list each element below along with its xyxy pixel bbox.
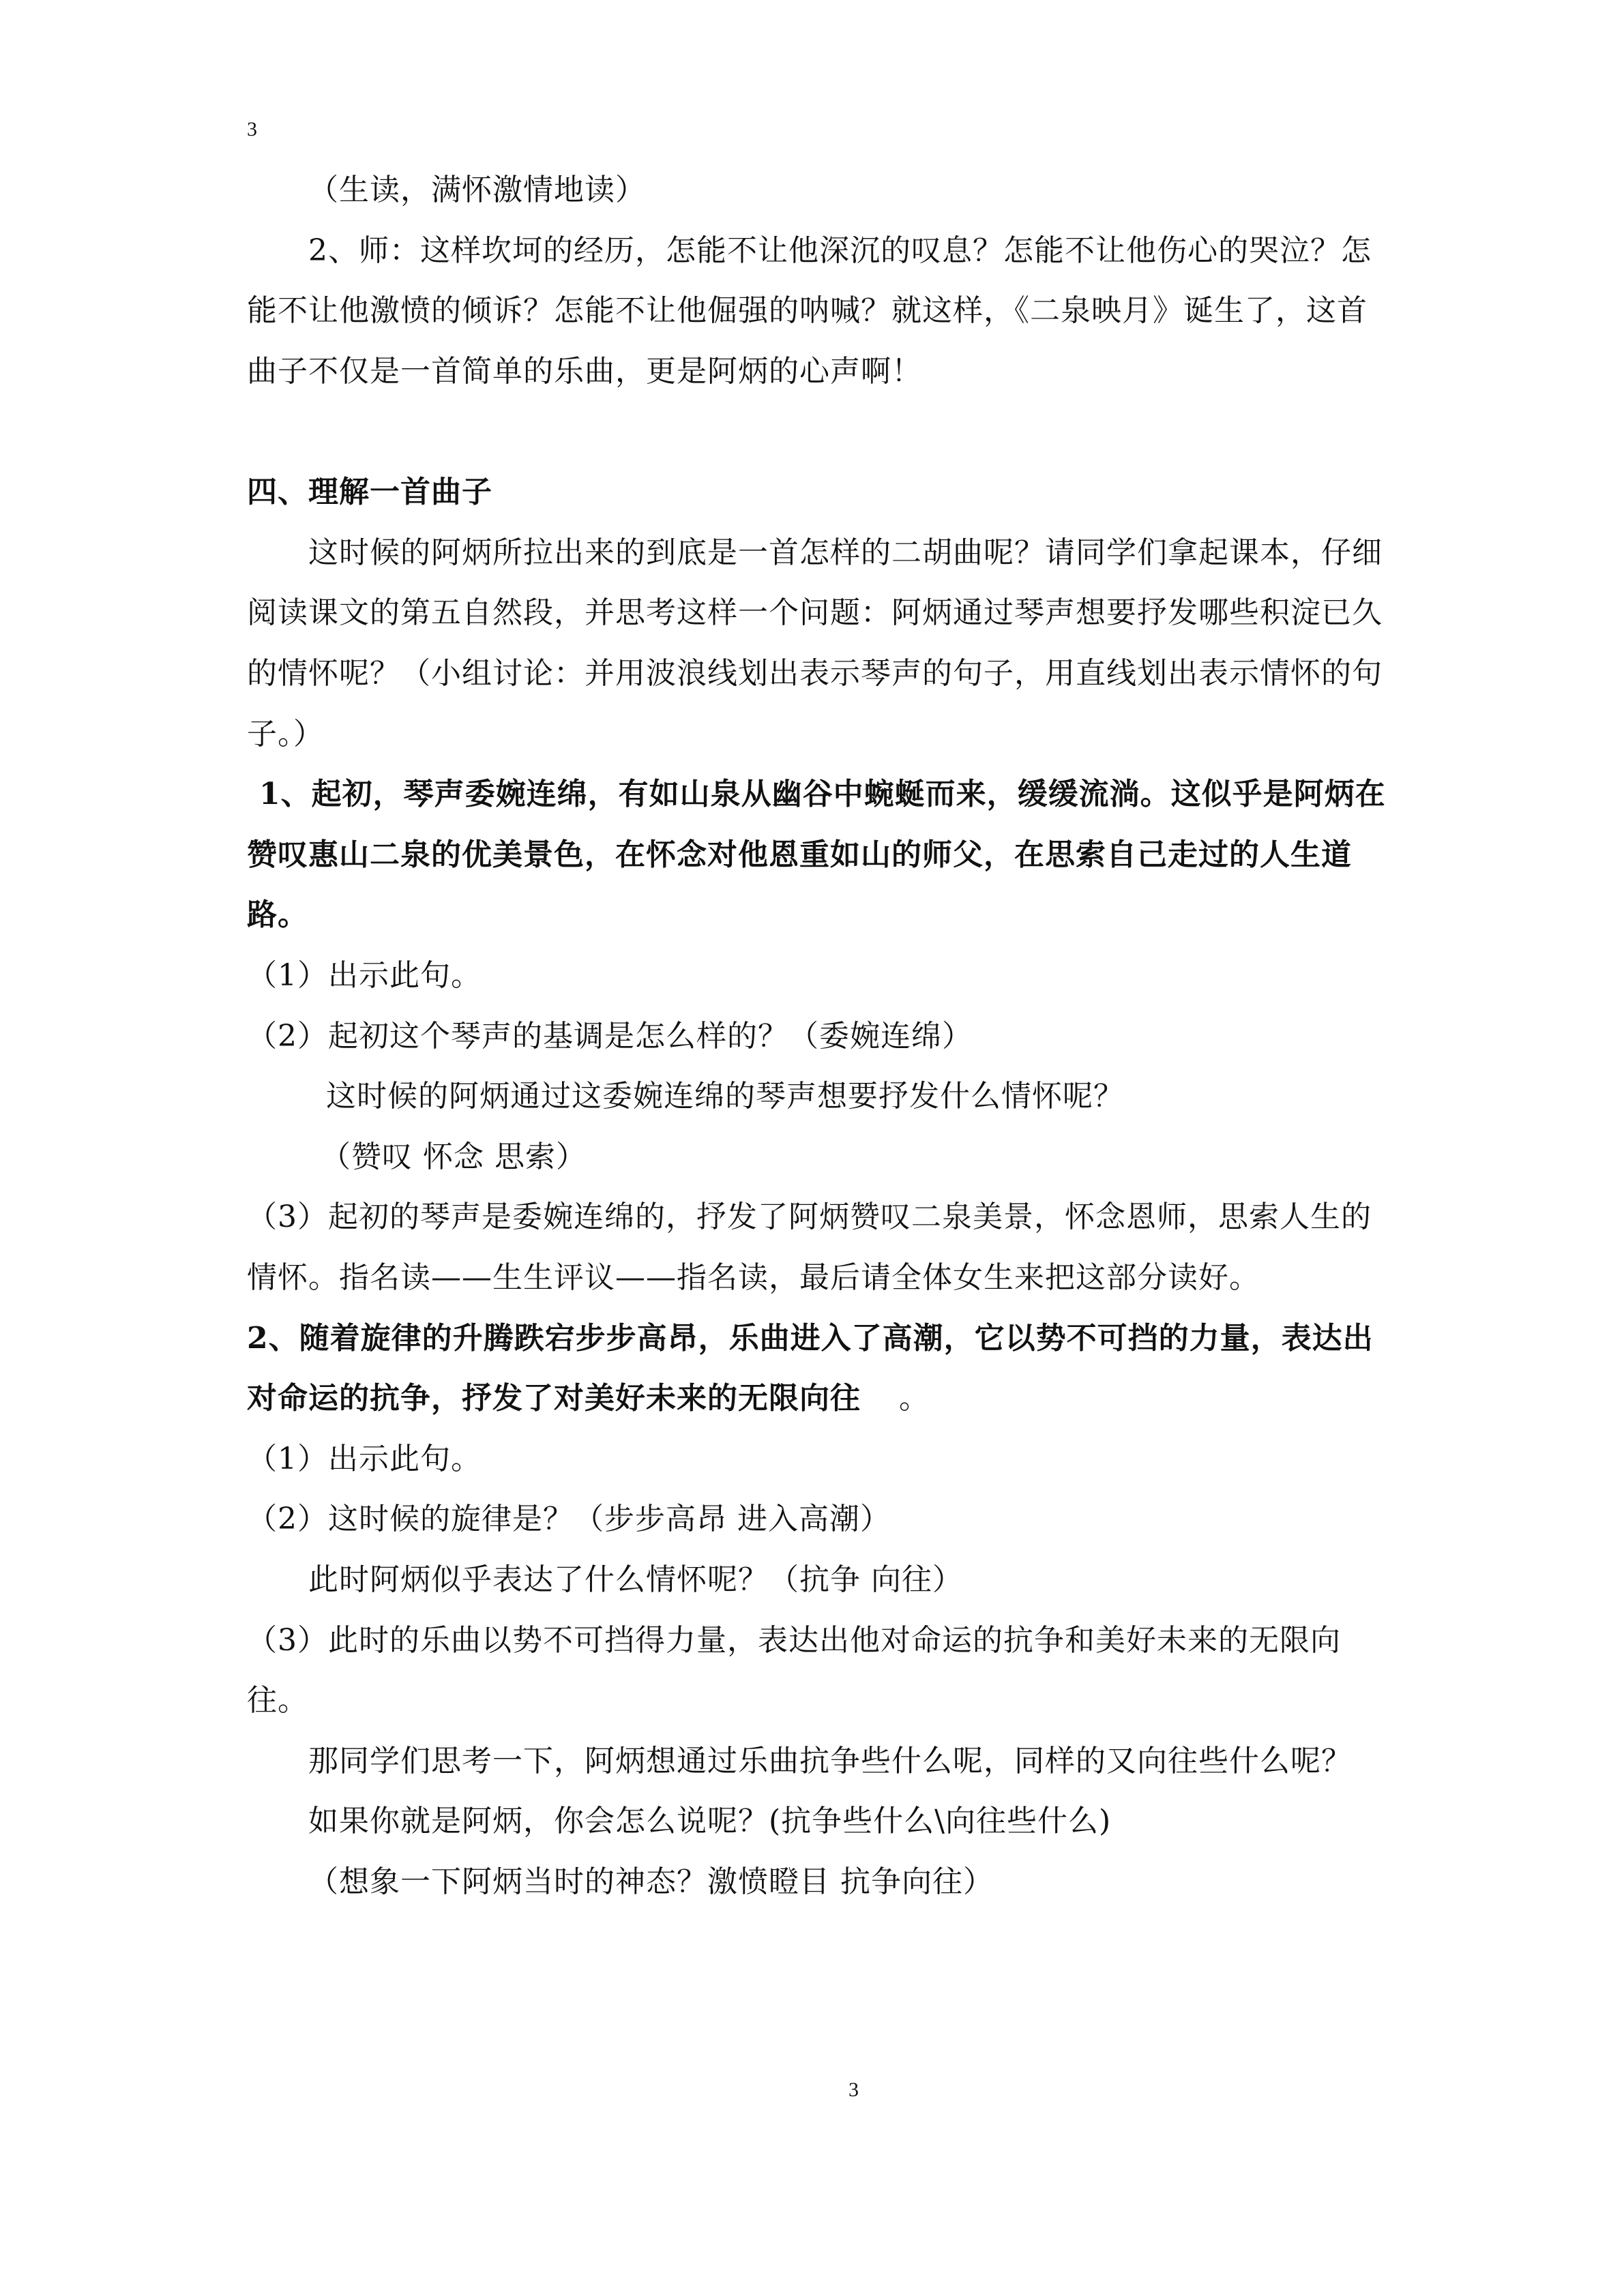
bold-text-line: 赞叹惠山二泉的优美景色，在怀念对他恩重如山的师父，在思索自己走过的人生道 bbox=[247, 837, 1352, 872]
text-line: （3）起初的琴声是委婉连绵的，抒发了阿炳赞叹二泉美景，怀念恩师，思索人生的 bbox=[247, 1199, 1372, 1234]
text-line: （2）起初这个琴声的基调是怎么样的？（委婉连绵） bbox=[247, 1019, 973, 1054]
text-line: 这时候的阿炳所拉出来的到底是一首怎样的二胡曲呢？请同学们拿起课本，仔细 bbox=[308, 535, 1383, 570]
text-line: 子。） bbox=[247, 717, 324, 751]
text-line: 能不让他激愤的倾诉？怎能不让他倔强的呐喊？就这样，《二泉映月》诞生了，这首 bbox=[247, 293, 1368, 328]
text-line: 那同学们思考一下，阿炳想通过乐曲抗争些什么呢，同样的又向往些什么呢？ bbox=[308, 1744, 1352, 1778]
text-line: （1）出示此句。 bbox=[247, 958, 482, 993]
text-line: （1）出示此句。 bbox=[247, 1442, 482, 1476]
text-line: （3）此时的乐曲以势不可挡得力量，表达出他对命运的抗争和美好未来的无限向 bbox=[247, 1623, 1341, 1658]
text-line: 曲子不仅是一首简单的乐曲，更是阿炳的心声啊！ bbox=[247, 354, 922, 389]
bold-text-line: 2、随着旋律的升腾跌宕步步高昂，乐曲进入了高潮，它以势不可挡的力量，表达出 bbox=[247, 1321, 1374, 1356]
text-line: 往。 bbox=[247, 1683, 308, 1718]
text-line: 2、师：这样坎坷的经历，怎能不让他深沉的叹息？怎能不让他伤心的哭泣？怎 bbox=[308, 233, 1372, 268]
section-heading: 四、理解一首曲子 bbox=[247, 475, 492, 509]
text-line: 的情怀呢？（小组讨论：并用波浪线划出表示琴声的句子，用直线划出表示情怀的句 bbox=[247, 656, 1383, 691]
text-line: 。 bbox=[899, 1381, 930, 1416]
text-line: （生读，满怀激情地读） bbox=[308, 173, 646, 207]
text-line: 这时候的阿炳通过这委婉连绵的琴声想要抒发什么情怀呢？ bbox=[326, 1079, 1124, 1114]
bold-text-line: 1、起初，琴声委婉连绵，有如山泉从幽谷中蜿蜒而来，缓缓流淌。这似乎是阿炳在 bbox=[259, 777, 1386, 811]
text-line: （2）这时候的旋律是？（步步高昂 进入高潮） bbox=[247, 1502, 891, 1536]
text-line: 如果你就是阿炳，你会怎么说呢？(抗争些什么\向往些什么) bbox=[308, 1804, 1112, 1838]
text-line: 情怀。指名读——生生评议——指名读，最后请全体女生来把这部分读好。 bbox=[247, 1260, 1260, 1295]
footer-page-number: 3 bbox=[848, 2078, 859, 2101]
bold-text-line: 对命运的抗争，抒发了对美好未来的无限向往 bbox=[247, 1381, 861, 1416]
text-line: （想象一下阿炳当时的神态？激愤瞪目 抗争向往） bbox=[308, 1864, 994, 1899]
header-page-number: 3 bbox=[247, 118, 257, 140]
text-line: 阅读课文的第五自然段，并思考这样一个问题：阿炳通过琴声想要抒发哪些积淀已久 bbox=[247, 595, 1383, 630]
text-line: 此时阿炳似乎表达了什么情怀呢？（抗争 向往） bbox=[308, 1562, 963, 1597]
text-line: （赞叹 怀念 思索） bbox=[321, 1139, 587, 1174]
bold-text-line: 路。 bbox=[247, 897, 308, 932]
